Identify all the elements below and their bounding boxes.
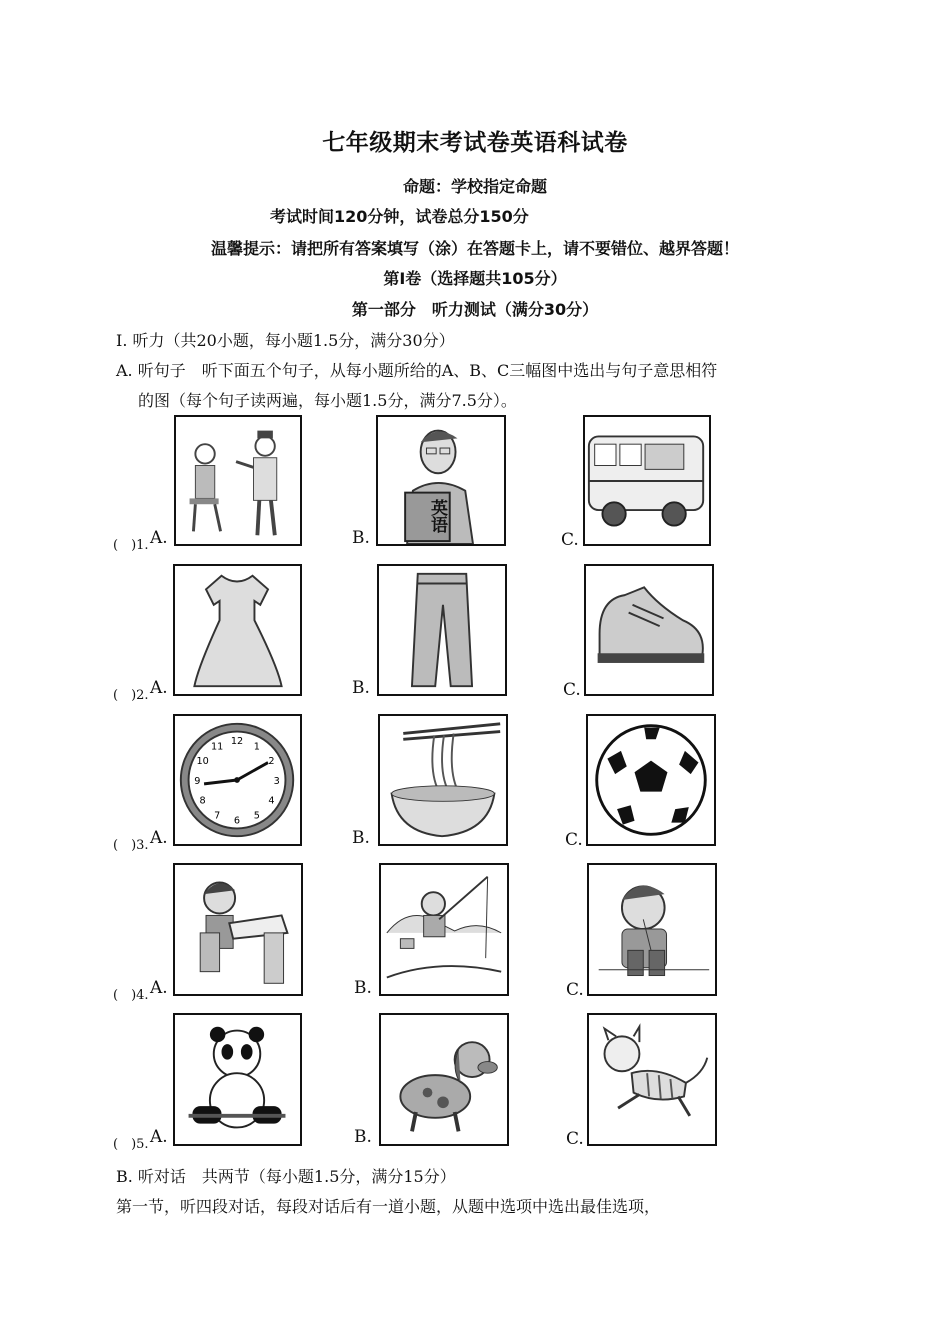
- bus-icon: [585, 417, 709, 544]
- boy-writing-icon: [175, 865, 301, 994]
- sectionA-instruction: A. 听句子 听下面五个句子，从每小题所给的A、B、C三幅图中选出与句子意思相符: [116, 361, 718, 380]
- option-label-c: C.: [561, 530, 579, 550]
- clock-numeral: 10: [196, 756, 209, 768]
- option-label-c: C.: [565, 830, 583, 850]
- clock-icon: [175, 716, 300, 844]
- book-label: 英语: [427, 499, 447, 533]
- option-image-a[interactable]: [174, 415, 302, 546]
- dog-icon: [381, 1015, 507, 1144]
- question-number: ( )1.: [113, 538, 149, 553]
- option-image-c[interactable]: [587, 1013, 717, 1146]
- reminder: 温馨提示：请把所有答案填写（涂）在答题卡上，请不要错位、越界答题！: [210, 239, 739, 258]
- trousers-icon: [379, 566, 505, 694]
- option-label-b: B.: [354, 978, 372, 998]
- option-label-c: C.: [566, 980, 584, 1000]
- option-label-a: A.: [150, 978, 168, 998]
- sectionB-heading: B. 听对话 共两节（每小题1.5分，满分15分）: [116, 1167, 456, 1186]
- boy-drinking-icon: [589, 865, 715, 994]
- option-label-b: B.: [354, 1127, 372, 1147]
- option-image-b[interactable]: [379, 863, 509, 996]
- soccer-ball-icon: [588, 716, 714, 844]
- clock-numeral: 3: [273, 775, 280, 787]
- clock-numeral: 5: [253, 810, 260, 822]
- option-image-b[interactable]: [377, 564, 507, 696]
- option-image-a[interactable]: [173, 863, 303, 996]
- part1-heading: 第一部分 听力测试（满分30分）: [351, 300, 599, 319]
- question-number: ( )3.: [113, 838, 149, 853]
- clock-numeral: 9: [194, 775, 201, 787]
- question-number: ( )4.: [113, 988, 149, 1003]
- exam-title: 七年级期末考试卷英语科试卷: [322, 130, 628, 156]
- option-image-c[interactable]: [587, 863, 717, 996]
- option-image-b[interactable]: [378, 714, 508, 846]
- clock-numeral: 11: [210, 741, 224, 753]
- option-label-c: C.: [563, 680, 581, 700]
- question-number: ( )5.: [113, 1137, 149, 1152]
- clock-numeral: 7: [214, 810, 221, 822]
- option-label-b: B.: [352, 828, 370, 848]
- option-label-a: A.: [150, 678, 168, 698]
- clock-numeral: 2: [268, 756, 275, 768]
- option-label-b: B.: [352, 678, 370, 698]
- panda-icon: [175, 1015, 300, 1144]
- option-image-c[interactable]: [584, 564, 714, 696]
- exam-subtitle: 命题：学校指定命题: [402, 177, 547, 196]
- option-image-a[interactable]: [173, 1013, 302, 1146]
- tiger-icon: [589, 1015, 715, 1144]
- volume-heading: 第Ⅰ卷（选择题共105分）: [383, 269, 567, 288]
- option-image-c[interactable]: [586, 714, 716, 846]
- option-label-b: B.: [352, 528, 370, 548]
- option-label-a: A.: [150, 528, 168, 548]
- sectionA-instruction-cont: 的图（每个句子读两遍，每小题1.5分，满分7.5分）。: [138, 391, 517, 410]
- sectionB-part1-instruction: 第一节，听四段对话，每段对话后有一道小题，从题中选项中选出最佳选项，: [116, 1197, 661, 1216]
- question-number: ( )2.: [113, 688, 149, 703]
- option-image-b[interactable]: [376, 415, 506, 546]
- noodles-icon: [380, 716, 506, 844]
- clock-numeral: 1: [253, 741, 260, 753]
- clock-numeral: 12: [230, 736, 244, 748]
- option-label-a: A.: [150, 1127, 168, 1147]
- boy-fishing-icon: [381, 865, 507, 994]
- option-image-a[interactable]: [173, 714, 302, 846]
- clock-numeral: 4: [268, 795, 275, 807]
- exam-info: 考试时间120分钟，试卷总分150分: [270, 207, 529, 226]
- option-label-c: C.: [566, 1129, 584, 1149]
- clock-numeral: 6: [233, 815, 241, 827]
- option-image-b[interactable]: [379, 1013, 509, 1146]
- option-image-c[interactable]: [583, 415, 711, 546]
- option-label-a: A.: [150, 828, 168, 848]
- section1-heading: I. 听力（共20小题，每小题1.5分，满分30分）: [116, 331, 455, 350]
- doctor-patient-icon: [176, 417, 300, 544]
- clock-numeral: 8: [199, 795, 206, 807]
- sneaker-icon: [586, 566, 712, 694]
- option-image-a[interactable]: [173, 564, 302, 696]
- dress-icon: [175, 566, 300, 694]
